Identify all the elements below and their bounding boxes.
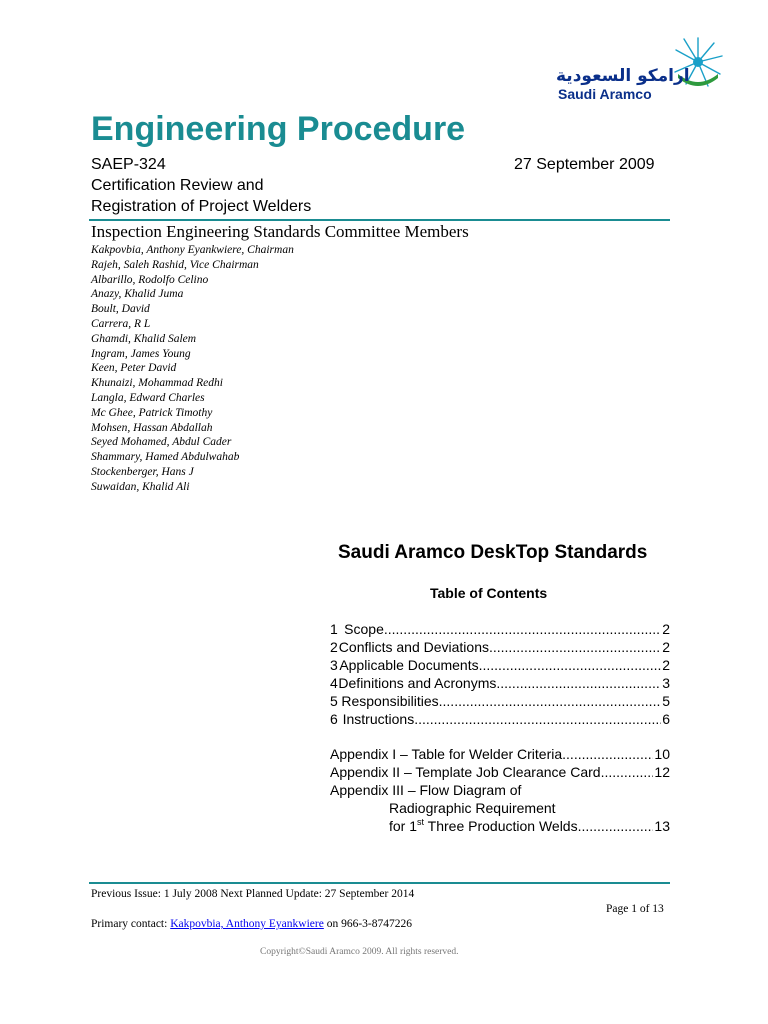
toc-item-page: 6 xyxy=(662,711,670,727)
toc-appendix-2[interactable] xyxy=(330,764,670,782)
committee-member: Suwaidan, Khalid Ali xyxy=(91,480,190,493)
committee-member: Khunaizi, Mohammad Redhi xyxy=(91,377,223,390)
page-number: Page 1 of 13 xyxy=(606,903,664,915)
committee-member: Ghamdi, Khalid Salem xyxy=(91,332,197,345)
toc-item-number: 2 xyxy=(330,639,338,655)
toc-item-applicable-documents[interactable] xyxy=(330,657,670,675)
standards-title: Saudi Aramco DeskTop Standards xyxy=(338,542,648,563)
committee-member: Mc Ghee, Patrick Timothy xyxy=(91,406,213,419)
toc-item-number: 5 xyxy=(330,693,338,709)
committee-member: Ingram, James Young xyxy=(91,347,191,360)
committee-member: Shammary, Hamed Abdulwahab xyxy=(91,451,240,464)
toc-item-number: 1 xyxy=(330,621,338,637)
toc-item-label: Scope xyxy=(344,621,384,637)
toc-appendix-text: Three Production Welds xyxy=(424,818,578,834)
committee-member: Keen, Peter David xyxy=(91,362,177,375)
contact-label: Primary contact: xyxy=(91,918,171,930)
committee-heading: Inspection Engineering Standards Committee Members xyxy=(91,222,469,241)
toc-item-page: 5 xyxy=(662,693,670,709)
toc-appendix-1[interactable] xyxy=(330,746,670,764)
toc-appendix-text: for 1 xyxy=(389,818,418,834)
primary-contact xyxy=(91,918,412,930)
document-date: 27 September 2009 xyxy=(514,156,655,173)
copyright-notice: Copyright©Saudi Aramco 2009. All rights reserved. xyxy=(260,947,459,957)
toc-heading: Table of Contents xyxy=(430,585,548,601)
toc-item-number: 3 xyxy=(330,657,338,673)
toc-leader-dots xyxy=(578,818,654,836)
toc-item-page: 2 xyxy=(662,621,670,637)
committee-member-list xyxy=(91,243,294,495)
toc-leader-dots xyxy=(601,764,654,782)
contact-name-link[interactable]: Kakpovbia, Anthony Eyankwiere xyxy=(170,918,324,930)
document-number: SAEP-324 xyxy=(91,156,166,173)
toc-appendix-page: 10 xyxy=(654,746,670,762)
toc-item-label: Responsibilities xyxy=(341,693,439,709)
committee-member: Mohsen, Hassan Abdallah xyxy=(91,421,213,434)
committee-member: Langla, Edward Charles xyxy=(91,391,205,404)
toc-appendix-page: 13 xyxy=(654,818,670,834)
committee-member: Carrera, R L xyxy=(91,317,151,330)
logo-english-text: Saudi Aramco xyxy=(558,86,652,102)
header-divider xyxy=(89,219,670,221)
toc-item-instructions[interactable] xyxy=(330,711,670,729)
toc-leader-dots xyxy=(496,675,661,693)
committee-member: Albarillo, Rodolfo Celino xyxy=(91,273,209,286)
toc-item-responsibilities[interactable] xyxy=(330,693,670,711)
toc-item-number: 4 xyxy=(330,675,338,691)
toc-appendix-label: Appendix II – Template Job Clearance Card xyxy=(330,764,601,780)
committee-member: Kakpovbia, Anthony Eyankwiere, Chairman xyxy=(91,244,294,256)
toc-appendix-3-line2[interactable]: Radiographic Requirement xyxy=(389,800,556,816)
toc-item-scope[interactable] xyxy=(330,621,670,639)
toc-appendix-page: 12 xyxy=(654,764,670,780)
toc-appendix-label: Appendix I – Table for Welder Criteria xyxy=(330,746,563,762)
document-subtitle-line2: Registration of Project Welders xyxy=(91,198,312,215)
toc-leader-dots xyxy=(562,746,653,764)
toc-item-label: Definitions and Acronyms xyxy=(338,675,497,691)
toc-appendix-3-line1[interactable]: Appendix III – Flow Diagram of xyxy=(330,782,522,798)
toc-item-label: Instructions xyxy=(342,711,415,727)
logo-arabic-text: ارامكو السعودية xyxy=(556,66,690,86)
toc-item-page: 2 xyxy=(662,657,670,673)
toc-leader-dots xyxy=(439,693,662,711)
toc-leader-dots xyxy=(414,711,661,729)
issue-info: Previous Issue: 1 July 2008 Next Planned Update: 27 September 2014 xyxy=(91,888,415,900)
saudi-aramco-logo xyxy=(548,34,730,104)
footer-divider xyxy=(89,882,670,884)
committee-member: Boult, David xyxy=(91,303,150,316)
toc-leader-dots xyxy=(489,639,661,657)
committee-member: Anazy, Khalid Juma xyxy=(91,288,184,301)
toc-appendix-label xyxy=(389,818,578,836)
toc-item-page: 3 xyxy=(662,675,670,691)
toc-leader-dots xyxy=(479,657,662,675)
document-subtitle-line1: Certification Review and xyxy=(91,177,264,194)
committee-member: Stockenberger, Hans J xyxy=(91,465,194,478)
committee-member: Rajeh, Saleh Rashid, Vice Chairman xyxy=(91,258,259,271)
toc-appendix-3-line3[interactable] xyxy=(389,818,670,836)
toc-item-definitions[interactable] xyxy=(330,675,670,693)
committee-member: Seyed Mohamed, Abdul Cader xyxy=(91,436,232,449)
toc-item-conflicts[interactable] xyxy=(330,639,670,657)
ordinal-suffix: st xyxy=(417,817,425,827)
toc-item-number: 6 xyxy=(330,711,338,727)
toc-leader-dots xyxy=(384,621,661,639)
page-title: Engineering Procedure xyxy=(91,110,466,148)
contact-phone: on 966-3-8747226 xyxy=(323,918,412,930)
toc-item-label: Conflicts and Deviations xyxy=(338,639,489,655)
toc-item-page: 2 xyxy=(662,639,670,655)
toc-item-label: Applicable Documents xyxy=(339,657,479,673)
